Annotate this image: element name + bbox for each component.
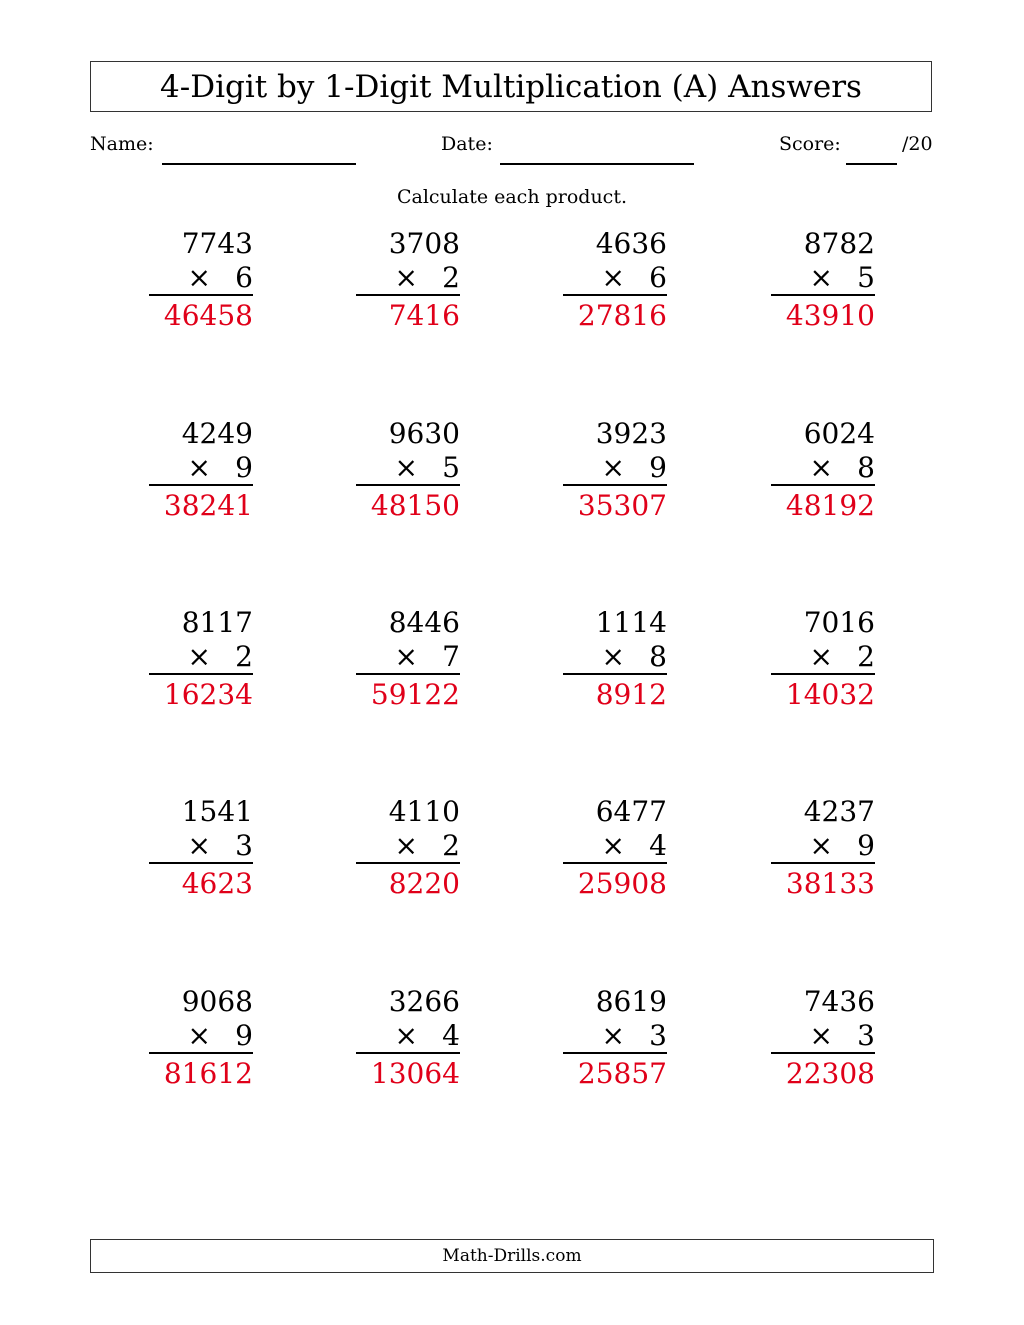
answer: 81612	[163, 1057, 253, 1090]
problem	[563, 417, 667, 530]
answer-rule	[563, 673, 667, 675]
answer: 48192	[785, 489, 875, 522]
problem	[356, 227, 460, 340]
multiplicand: 8117	[181, 606, 253, 639]
problem	[771, 227, 875, 340]
answer: 14032	[785, 678, 875, 711]
answer-rule	[149, 862, 253, 864]
answer-rule	[771, 484, 875, 486]
answer-rule	[149, 1052, 253, 1054]
answer-rule	[563, 862, 667, 864]
problem	[149, 417, 253, 530]
problem	[356, 795, 460, 908]
answer: 59122	[370, 678, 460, 711]
multiply-sign: ×	[601, 1019, 625, 1052]
multiply-sign: ×	[809, 1019, 833, 1052]
multiplicand: 7016	[803, 606, 875, 639]
multiplier: 9	[235, 451, 253, 484]
multiplier: 5	[857, 261, 875, 294]
answer: 8220	[388, 867, 460, 900]
multiply-sign: ×	[601, 451, 625, 484]
multiplier: 2	[857, 640, 875, 673]
multiply-sign: ×	[187, 829, 211, 862]
multiplier: 3	[235, 829, 253, 862]
answer: 43910	[785, 299, 875, 332]
problem	[356, 606, 460, 719]
multiply-sign: ×	[394, 261, 418, 294]
date-label: Date:	[441, 133, 493, 155]
multiplier: 3	[649, 1019, 667, 1052]
problem	[563, 606, 667, 719]
multiplicand: 3708	[388, 227, 460, 260]
multiplicand: 8446	[388, 606, 460, 639]
answer-rule	[356, 294, 460, 296]
multiplier: 4	[649, 829, 667, 862]
answer: 25908	[577, 867, 667, 900]
answer: 7416	[388, 299, 460, 332]
multiplicand: 9630	[388, 417, 460, 450]
answer: 25857	[577, 1057, 667, 1090]
multiplier: 3	[857, 1019, 875, 1052]
problem	[771, 417, 875, 530]
answer-rule	[563, 484, 667, 486]
problem	[356, 417, 460, 530]
problem	[771, 795, 875, 908]
multiply-sign: ×	[187, 1019, 211, 1052]
multiply-sign: ×	[601, 640, 625, 673]
multiply-sign: ×	[187, 261, 211, 294]
score-total: /20	[902, 133, 933, 155]
multiplier: 2	[442, 829, 460, 862]
answer: 46458	[163, 299, 253, 332]
multiplicand: 4249	[181, 417, 253, 450]
multiplier: 6	[649, 261, 667, 294]
answer-rule	[356, 673, 460, 675]
problem	[149, 985, 253, 1098]
answer-rule	[149, 484, 253, 486]
footer: Math-Drills.com	[90, 1239, 934, 1273]
answer: 4623	[181, 867, 253, 900]
answer: 22308	[785, 1057, 875, 1090]
multiply-sign: ×	[809, 640, 833, 673]
multiplicand: 4110	[388, 795, 460, 828]
answer-rule	[356, 862, 460, 864]
multiplicand: 4237	[803, 795, 875, 828]
problem	[563, 985, 667, 1098]
multiplicand: 3266	[388, 985, 460, 1018]
multiply-sign: ×	[601, 829, 625, 862]
multiplier: 8	[649, 640, 667, 673]
name-label: Name:	[90, 133, 154, 155]
score-label: Score:	[779, 133, 841, 155]
multiplicand: 6477	[595, 795, 667, 828]
answer-rule	[771, 673, 875, 675]
instructions: Calculate each product.	[396, 186, 628, 208]
answer: 38133	[785, 867, 875, 900]
answer-rule	[149, 673, 253, 675]
answer: 35307	[577, 489, 667, 522]
answer: 38241	[163, 489, 253, 522]
multiply-sign: ×	[809, 829, 833, 862]
answer-rule	[356, 1052, 460, 1054]
multiply-sign: ×	[394, 451, 418, 484]
multiplier: 2	[442, 261, 460, 294]
problem	[563, 227, 667, 340]
multiply-sign: ×	[809, 261, 833, 294]
multiplicand: 1114	[595, 606, 667, 639]
multiply-sign: ×	[187, 451, 211, 484]
multiplier: 4	[442, 1019, 460, 1052]
multiplier: 9	[235, 1019, 253, 1052]
answer-rule	[356, 484, 460, 486]
name-line	[162, 163, 356, 165]
multiplicand: 8619	[595, 985, 667, 1018]
multiplicand: 4636	[595, 227, 667, 260]
answer: 27816	[577, 299, 667, 332]
worksheet-title: 4-Digit by 1-Digit Multiplication (A) Answers	[90, 61, 932, 112]
multiplicand: 6024	[803, 417, 875, 450]
multiplier: 9	[857, 829, 875, 862]
answer-rule	[149, 294, 253, 296]
date-line	[500, 163, 694, 165]
multiplicand: 3923	[595, 417, 667, 450]
problem	[771, 606, 875, 719]
multiply-sign: ×	[809, 451, 833, 484]
multiply-sign: ×	[394, 829, 418, 862]
score-line	[846, 163, 897, 165]
multiply-sign: ×	[394, 640, 418, 673]
multiplier: 8	[857, 451, 875, 484]
multiplicand: 9068	[181, 985, 253, 1018]
multiplier: 5	[442, 451, 460, 484]
answer-rule	[563, 294, 667, 296]
answer: 48150	[370, 489, 460, 522]
answer: 16234	[163, 678, 253, 711]
problem	[356, 985, 460, 1098]
multiplier: 9	[649, 451, 667, 484]
multiplier: 6	[235, 261, 253, 294]
problem	[149, 227, 253, 340]
answer-rule	[771, 294, 875, 296]
answer-rule	[771, 862, 875, 864]
answer-rule	[563, 1052, 667, 1054]
multiplier: 2	[235, 640, 253, 673]
multiply-sign: ×	[187, 640, 211, 673]
problem	[149, 795, 253, 908]
problem	[771, 985, 875, 1098]
multiply-sign: ×	[394, 1019, 418, 1052]
multiplicand: 8782	[803, 227, 875, 260]
answer: 13064	[370, 1057, 460, 1090]
problem	[563, 795, 667, 908]
multiply-sign: ×	[601, 261, 625, 294]
answer: 8912	[595, 678, 667, 711]
problem	[149, 606, 253, 719]
multiplicand: 7436	[803, 985, 875, 1018]
answer-rule	[771, 1052, 875, 1054]
multiplier: 7	[442, 640, 460, 673]
multiplicand: 1541	[181, 795, 253, 828]
multiplicand: 7743	[181, 227, 253, 260]
